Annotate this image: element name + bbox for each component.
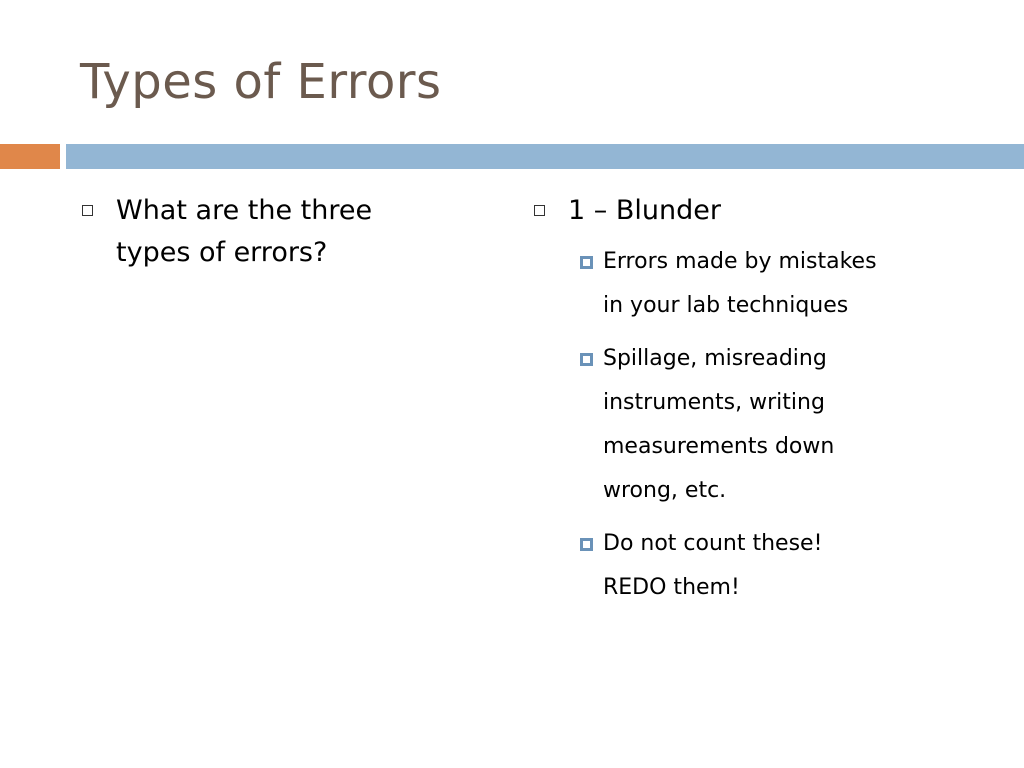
sub-bullet-line: instruments, writing <box>603 390 825 415</box>
filled-square-bullet-icon <box>580 538 593 551</box>
sub-bullet-list <box>568 240 982 610</box>
filled-square-bullet-icon <box>580 256 593 269</box>
bullet-line: types of errors? <box>116 237 328 268</box>
hollow-square-bullet-icon <box>534 205 545 216</box>
bullet-line: What are the three <box>116 195 373 226</box>
sub-bullet-line: in your lab techniques <box>603 293 849 318</box>
slide-title: Types of Errors <box>80 54 442 110</box>
sub-bullet-line: measurements down <box>603 434 835 459</box>
sub-bullet-line: wrong, etc. <box>603 478 727 503</box>
bullet-item <box>532 190 982 610</box>
bullet-text: 1 – Blunder <box>568 195 721 226</box>
sub-bullet-item <box>568 522 982 610</box>
filled-square-bullet-icon <box>580 353 593 366</box>
accent-bar <box>0 144 60 169</box>
right-column <box>532 190 982 619</box>
header-divider-bar <box>66 144 1024 169</box>
sub-bullet-line: Spillage, misreading <box>603 346 827 371</box>
bullet-item <box>80 190 460 274</box>
sub-bullet-line: Errors made by mistakes <box>603 249 877 274</box>
hollow-square-bullet-icon <box>82 205 93 216</box>
sub-bullet-line: REDO them! <box>603 575 740 600</box>
sub-bullet-item <box>568 240 982 328</box>
sub-bullet-line: Do not count these! <box>603 531 823 556</box>
sub-bullet-item <box>568 337 982 513</box>
left-column <box>80 190 460 274</box>
